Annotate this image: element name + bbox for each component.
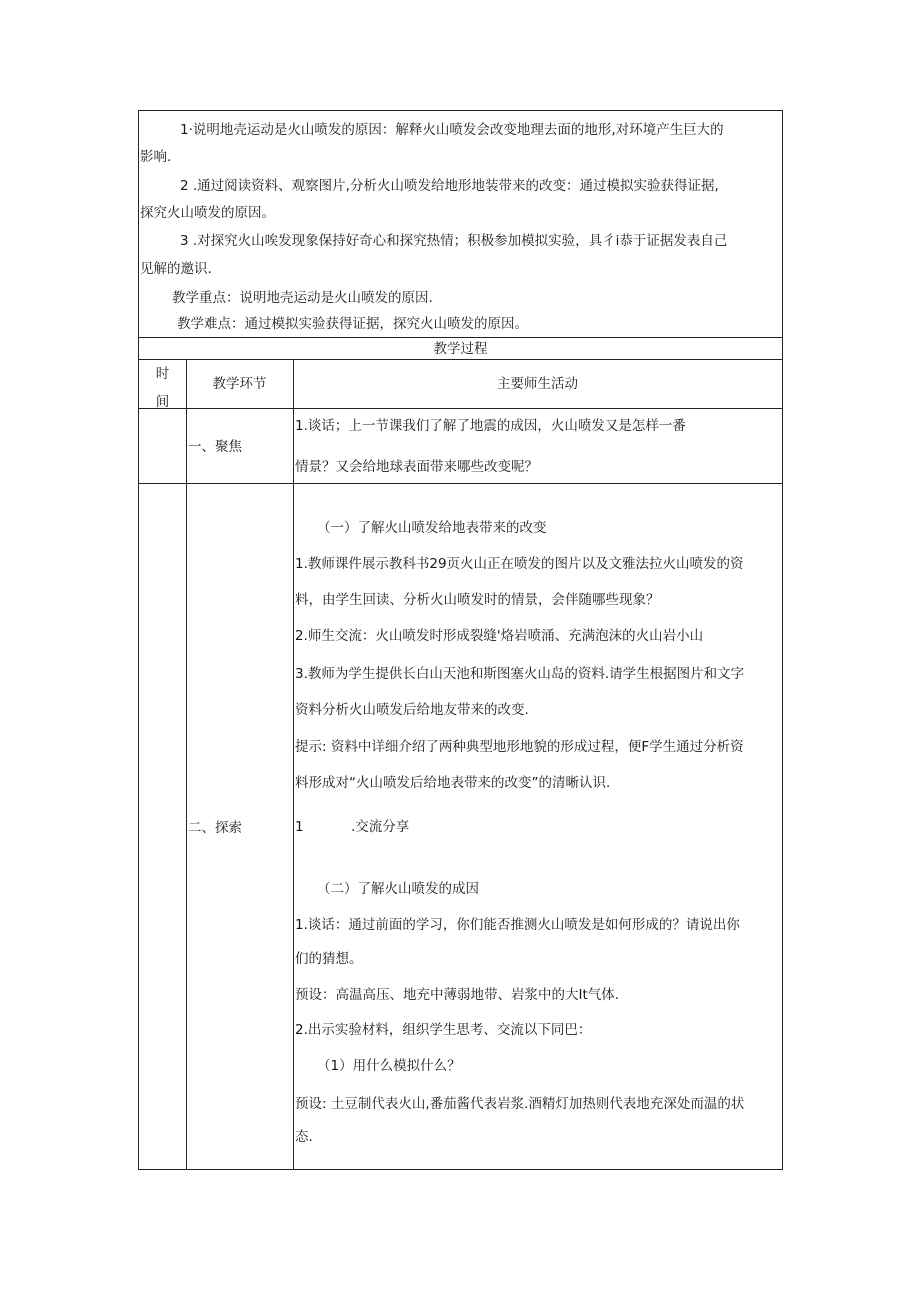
row2-section: 二、探索 xyxy=(188,820,242,836)
rule-header-bottom xyxy=(139,408,782,409)
difficult-point: 教学难点：通过模拟实验获得证据，探究火山喷发的原因。 xyxy=(177,316,528,332)
objective-2-line-1: 2 .通过阅读资料、观察图片,分析火山喷发给地形地装带来的改变：通过模拟实验获得证据, xyxy=(180,178,719,194)
row2-line: 2.师生交流：火山喷发时形成裂缝'烙岩喷涌、充满泡沫的火山岩小山 xyxy=(295,628,704,644)
row2-line: （1）用什么模拟什么？ xyxy=(317,1058,461,1074)
row2-list-text: .交流分享 xyxy=(351,819,410,835)
header-time-1: 时 xyxy=(155,366,170,382)
header-section: 教学环节 xyxy=(212,376,267,392)
row2-line: 1.谈话：通过前面的学习，你们能否推测火山喷发是如何形成的？请说出你 xyxy=(295,917,740,933)
row2-line: 预设：高温高压、地充中薄弱地带、岩浆中的大It气体. xyxy=(295,987,620,1003)
header-time-2: 间 xyxy=(155,394,170,410)
objective-3-line-1: 3 .对探究火山唉发现象保持好奇心和探究热情；积极参加模拟实验，具彳i恭于证据发表自己 xyxy=(180,233,728,249)
rule-process-title-bottom xyxy=(139,359,782,360)
row1-activity-line-1: 1.谈话；上一节课我们了解了地震的成因，火山喷发又是怎样一番 xyxy=(295,418,686,434)
row2-line: 预设: 土豆制代表火山,番茄酱代表岩浆.酒精灯加热则代表地充深处而温的状 xyxy=(295,1096,745,1112)
process-title: 教学过程 xyxy=(433,341,488,357)
row2-line: 资料分析火山喷发后给地友带来的改变. xyxy=(295,702,529,718)
row2-line: （二）了解火山喷发的成因 xyxy=(317,881,479,897)
objective-1-line-2: 影响. xyxy=(140,149,172,165)
row2-list-number: 1 xyxy=(295,819,304,835)
row2-line: 3.教师为学生提供长白山天池和斯图塞火山岛的资料.请学生根据图片和文字 xyxy=(295,666,745,682)
row2-line: 2.出示实验材料，组织学生思考、交流以下同巴： xyxy=(295,1022,592,1038)
row2-line: 态. xyxy=(295,1129,313,1145)
row2-line: 料，由学生回读、分析火山喷发时的情景，会伴随哪些现象？ xyxy=(295,592,660,608)
rule-col-1 xyxy=(186,359,187,1169)
objective-1-line-1: 1·说明地壳运动是火山喷发的原因：解释火山喷发会改变地理去面的地形,对环境产生巨大的 xyxy=(180,122,724,138)
key-point: 教学重点：说明地壳运动是火山喷发的原因. xyxy=(172,290,433,306)
row1-section: 一、聚焦 xyxy=(188,439,242,455)
row1-activity-line-2: 情景？又会给地球表面带来哪些改变呢？ xyxy=(295,459,538,475)
row2-line: 1.教师课件展示教科书29页火山正在喷发的图片以及文雅法拉火山喷发的资 xyxy=(295,556,744,572)
row2-line: 提示: 资料中详细介绍了两种典型地形地貌的形成过程，便F学生通过分析资 xyxy=(295,739,744,755)
objective-3-line-2: 见解的邀识. xyxy=(140,261,212,277)
rule-objectives-bottom xyxy=(139,337,782,338)
rule-col-2 xyxy=(293,359,294,1169)
header-activity: 主要师生活动 xyxy=(497,376,578,392)
lesson-table xyxy=(138,110,783,1170)
row2-line: 们的猜想。 xyxy=(295,951,363,967)
row2-line: 料形成对“火山喷发后给地表带来的改变”的清晰认识. xyxy=(295,775,611,791)
rule-row1-bottom xyxy=(139,483,782,484)
row2-line: （一）了解火山喷发给地表带来的改变 xyxy=(317,520,547,536)
objective-2-line-2: 探究火山喷发的原因。 xyxy=(140,205,275,221)
